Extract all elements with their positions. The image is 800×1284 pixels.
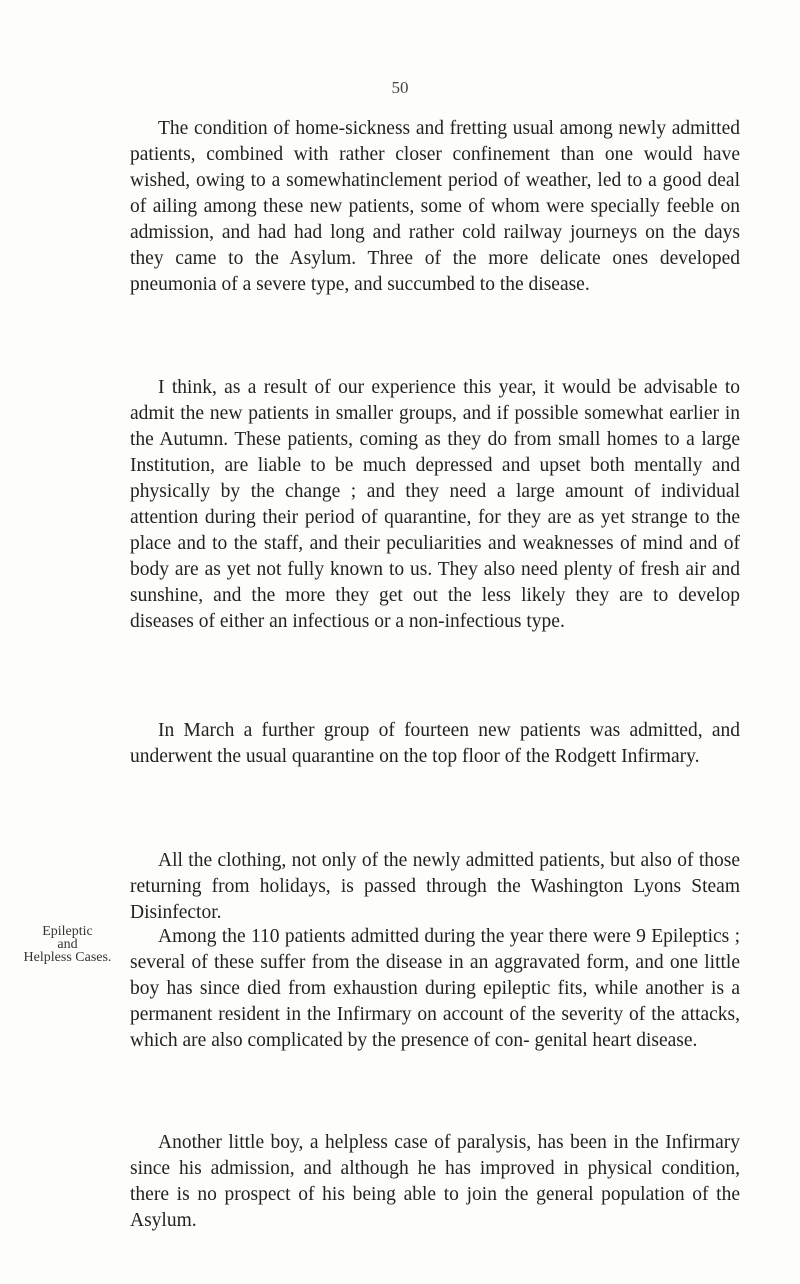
- margin-note-line: Epileptic: [42, 924, 93, 939]
- margin-note-line: Helpless Cases.: [23, 950, 112, 965]
- paragraph-march-admission: In March a further group of fourteen new patients was admitted, and underwent the usual quarantine on the top floor of the Rodgett Infirmary.: [130, 720, 740, 767]
- margin-note-epileptic: [10, 925, 125, 964]
- paragraph-disinfector: All the clothing, not only of the newly admitted patients, but also of those returning from holidays, is passed through the Washington Lyons Steam Disinfector.: [130, 850, 740, 923]
- paragraph-homesickness: The condition of home-sickness and fretting usual among newly admitted patients, combined with rather closer confinement than one would have wished, owing to a somewhatinclement period of weather, led to a good deal of ailing among these new patients, some of whom were specially feeble on admission, and had had long and rather cold railway journeys on the days they came to the Asylum. Three of the more delicate ones developed pneumonia of a severe type, and succumbed to the disease.: [130, 118, 740, 295]
- paragraph-epileptics: Among the 110 patients admitted during the year there were 9 Epileptics ; several of these suffer from the disease in an aggravated form, and one little boy has since died from exhaustion during epileptic fits, while another is a permanent resident in the Infirmary on account of the severity of the attacks, which are also complicated by the presence of con- genital heart disease.: [130, 926, 740, 1051]
- paragraph-smaller-groups: I think, as a result of our experience this year, it would be advisable to admit the new patients in smaller groups, and if possible somewhat earlier in the Autumn. These patients, coming as they do from small homes to a large Institution, are liable to be much depressed and upset both mentally and physically by the change ; and they need a large amount of individual attention during their period of quarantine, for they are as yet strange to the place and to the staff, and their peculiarities and weaknesses of mind and of body are as yet not fully known to us. They also need plenty of fresh air and sunshine, and the more they get out the less likely they are to develop diseases of either an infectious or a non-infectious type.: [130, 377, 740, 632]
- paragraph-paralysis: Another little boy, a helpless case of paralysis, has been in the Infirmary since his admission, and although he has improved in physical condition, there is no prospect of his being able to join the general population of the Asylum.: [130, 1132, 740, 1231]
- page-number: 50: [391, 78, 409, 97]
- margin-note-line: and: [57, 937, 78, 952]
